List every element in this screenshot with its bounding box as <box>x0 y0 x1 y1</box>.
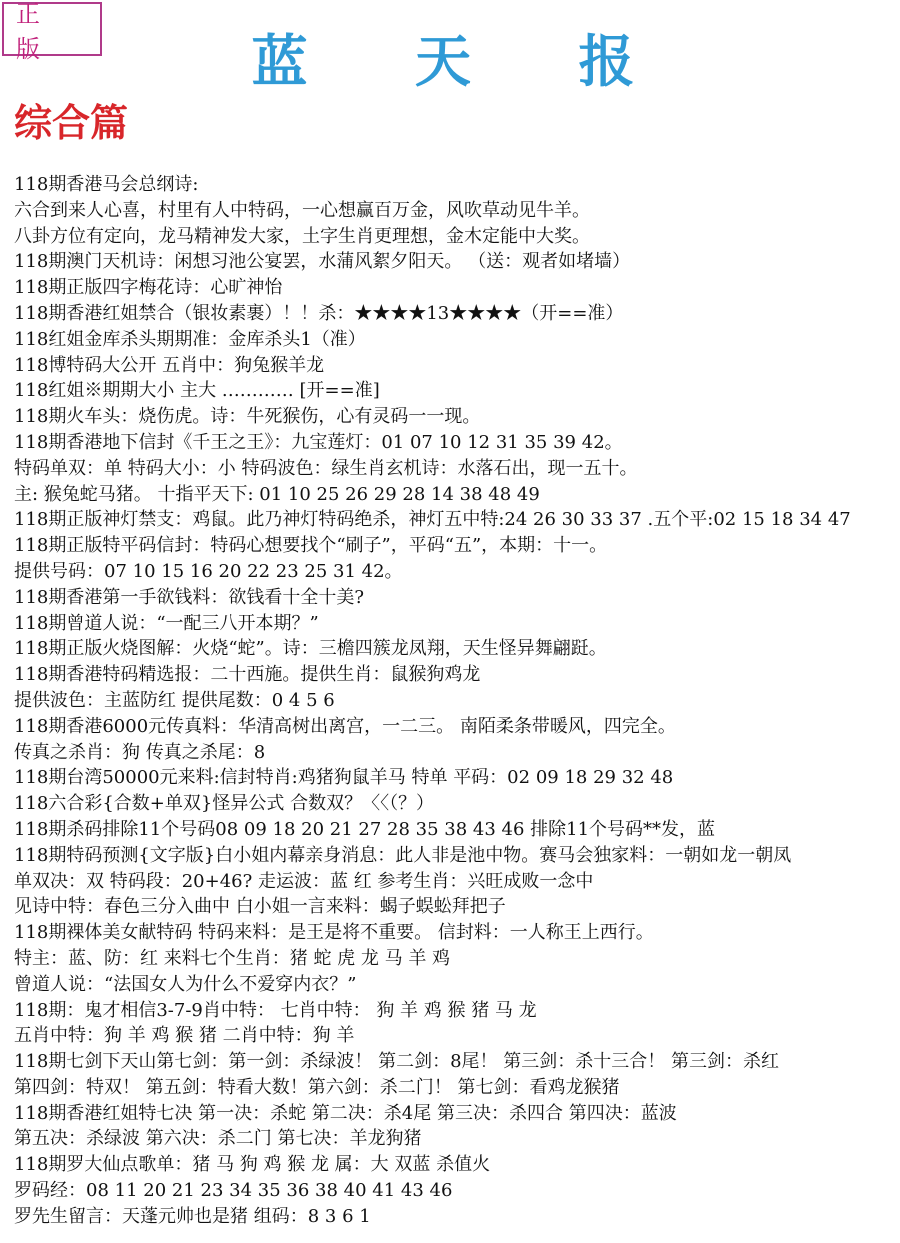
text-line: 主: 猴兔蛇马猪。 十指平天下: 01 10 25 26 29 28 14 38 48 49 <box>14 483 540 505</box>
text-line: 118红姐金库杀头期期准：金库杀头1（准） <box>14 328 366 350</box>
text-line: 118期七剑下天山第七剑：第一剑：杀绿波！ 第二剑：8尾！ 第三剑：杀十三合！ 第三剑：杀红 <box>14 1051 779 1073</box>
text-line: 118期火车头：烧伤虎。诗：牛死猴伤，心有灵码一一现。 <box>14 406 481 428</box>
text-line: 特码单双：单 特码大小：小 特码波色：绿生肖玄机诗：水落石出，现一五十。 <box>14 457 638 479</box>
text-line: 第四剑：特双！ 第五剑：特看大数！第六剑：杀二门！ 第七剑：看鸡龙猴猪 <box>14 1076 620 1098</box>
text-line: 特主：蓝、防：红 来料七个生肖：猪 蛇 虎 龙 马 羊 鸡 <box>14 947 451 969</box>
text-line: 五肖中特：狗 羊 鸡 猴 猪 二肖中特：狗 羊 <box>14 1025 355 1047</box>
text-line: 118期正版火烧图解：火烧“蛇”。诗：三檐四簇龙凤翔，天生怪异舞翩跹。 <box>14 638 607 660</box>
text-line: 118期正版特平码信封：特码心想要找个“刷子”，平码“五”，本期：十一。 <box>14 535 608 557</box>
text-line: 118期香港6000元传真料：华清高树出离宫，一二三。 南陌柔条带暖风，四完全。 <box>14 715 676 737</box>
text-line: 118博特码大公开 五肖中：狗兔猴羊龙 <box>14 354 325 376</box>
text-line: 118期香港地下信封《千王之王》：九宝莲灯：01 07 10 12 31 35 39 42。 <box>14 431 623 453</box>
text-line: 118期澳门天机诗：闲想习池公宴罢，水蒲风絮夕阳天。 （送：观者如堵墙） <box>14 251 631 273</box>
text-line: 118期罗大仙点歌单：猪 马 狗 鸡 猴 龙 属：大 双蓝 杀值火 <box>14 1154 491 1176</box>
text-line: 118期香港第一手欲钱料：欲钱看十全十美? <box>14 586 365 608</box>
text-line: 118期香港红姐特七决 第一决：杀蛇 第二决：杀4尾 第三决：杀四合 第四决：蓝波 <box>14 1102 677 1124</box>
text-line: 八卦方位有定向，龙马精神发大家，土字生肖更理想，金木定能中大奖。 <box>14 225 590 247</box>
text-line: 六合到来人心喜，村里有人中特码，一心想赢百万金，风吹草动见牛羊。 <box>14 199 590 221</box>
text-line: 118期裸体美女献特码 特码来料：是王是将不重要。 信封料：一人称王上西行。 <box>14 922 654 944</box>
text-line: 单双决：双 特码段：20+46? 走运波：蓝 红 参考生肖：兴旺成败一念中 <box>14 870 594 892</box>
text-line: 见诗中特：春色三分入曲中 白小姐一言来料：蝎子蜈蚣拜把子 <box>14 896 506 918</box>
text-line: 罗先生留言：天蓬元帅也是猪 组码：8 3 6 1 <box>14 1205 371 1227</box>
text-line: 曾道人说：“法国女人为什么不爱穿内衣？” <box>14 973 357 995</box>
text-line: 118期香港特码精选报：二十西施。提供生肖：鼠猴狗鸡龙 <box>14 664 481 686</box>
section-heading: 综合篇 <box>14 100 129 145</box>
text-line: 118期特码预测{文字版}白小姐内幕亲身消息：此人非是池中物。赛马会独家料：一朝如龙一朝凤 <box>14 844 792 866</box>
text-line: 118期香港红姐禁合（银妆素裹）！！杀：★★★★13★★★★（开==准） <box>14 302 624 324</box>
text-line: 提供波色：主蓝防红 提供尾数：0 4 5 6 <box>14 689 335 711</box>
text-line: 118期香港马会总纲诗: <box>14 174 199 195</box>
forecast-text-lines <box>14 172 898 1230</box>
text-line: 118期：鬼才相信3-7-9肖中特： 七肖中特： 狗 羊 鸡 猴 猪 马 龙 <box>14 999 537 1021</box>
text-line: 118红姐※期期大小 主大 ………… [开==准] <box>14 380 380 402</box>
text-line: 118期杀码排除11个号码08 09 18 20 21 27 28 35 38 43 46 排除11个号码**发，蓝 <box>14 818 716 840</box>
text-line: 传真之杀肖：狗 传真之杀尾：8 <box>14 741 266 763</box>
newspaper-title: 蓝 天 报 <box>251 29 679 95</box>
text-line: 118期台湾50000元来料:信封特肖:鸡猪狗鼠羊马 特单 平码：02 09 18 29 32 48 <box>14 767 674 789</box>
text-line: 118期正版神灯禁支：鸡鼠。此乃神灯特码绝杀，神灯五中特:24 26 30 33 37 .五个平:02 15 18 34 47 <box>14 509 851 531</box>
text-line: 第五决：杀绿波 第六决：杀二门 第七决：羊龙狗猪 <box>14 1128 422 1150</box>
text-line: 118期曾道人说：“一配三八开本期？” <box>14 612 319 634</box>
text-line: 罗码经：08 11 20 21 23 34 35 36 38 40 41 43 46 <box>14 1180 453 1202</box>
text-line: 提供号码：07 10 15 16 20 22 23 25 31 42。 <box>14 560 403 582</box>
text-line: 118六合彩{合数+单双}怪异公式 合数双？〈〈（？） <box>14 793 435 815</box>
text-line: 118期正版四字梅花诗：心旷神怡 <box>14 277 283 299</box>
authentic-edition-badge: 正 版 <box>2 2 102 56</box>
